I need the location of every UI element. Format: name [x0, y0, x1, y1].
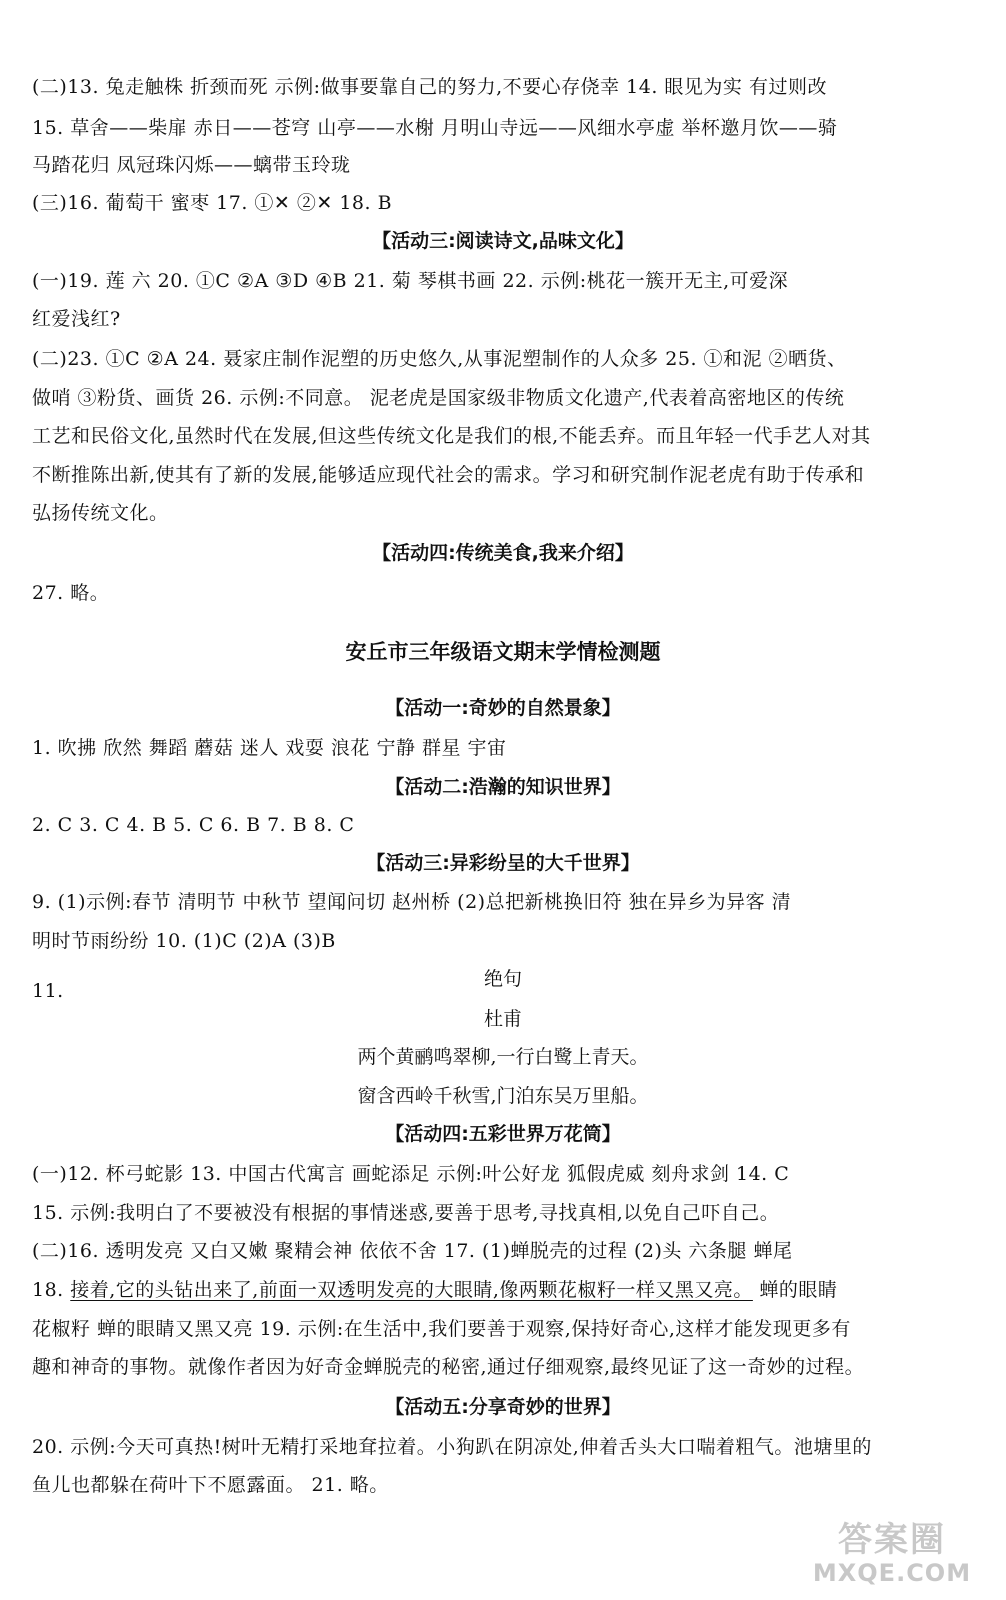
watermark-url: MXQE.COM: [812, 1559, 972, 1587]
answer-line: 27. 略。: [32, 582, 110, 604]
question-number: 18.: [32, 1279, 71, 1301]
answer-line: 1. 吹拂 欣然 舞蹈 蘑菇 迷人 戏耍 浪花 宁静 群星 宇宙: [32, 737, 507, 759]
answer-line: (二)23. ①C ②A 24. 聂家庄制作泥塑的历史悠久,从事泥塑制作的人众多 25. ①和泥 ②晒货、: [32, 348, 847, 370]
answer-line: 红爱浅红?: [32, 308, 121, 330]
answer-line: 明时节雨纷纷 10. (1)C (2)A (3)B: [32, 930, 336, 952]
answer-line: (二)16. 透明发亮 又白又嫩 聚精会神 依依不舍 17. (1)蝉脱壳的过程 (2)头 六条腿 蝉尾: [32, 1240, 793, 1262]
answer-line: 花椒籽 蝉的眼睛又黑又亮 19. 示例:在生活中,我们要善于观察,保持好奇心,这样才能发现更多有: [32, 1318, 851, 1340]
answer-line: (三)16. 葡萄干 蜜枣 17. ①✕ ②✕ 18. B: [32, 192, 393, 214]
answer-line: 2. C 3. C 4. B 5. C 6. B 7. B 8. C: [32, 814, 355, 836]
answer-line: (一)19. 莲 六 20. ①C ②A ③D ④B 21. 菊 琴棋书画 22. 示例:桃花一簇开无主,可爱深: [32, 270, 789, 292]
answer-line: (二)13. 兔走触株 折颈而死 示例:做事要靠自己的努力,不要心存侥幸 14. 眼见为实 有过则改: [32, 76, 827, 98]
section-heading: 【活动二:浩瀚的知识世界】: [385, 776, 621, 798]
answer-line: 20. 示例:今天可真热!树叶无精打采地耷拉着。小狗趴在阴凉处,伸着舌头大口喘着粗气。池塘里的: [32, 1436, 872, 1458]
poem-author: 杜甫: [483, 1008, 522, 1030]
poem-title: 绝句: [483, 968, 522, 990]
answer-line: 做哨 ③粉货、画货 26. 示例:不同意。 泥老虎是国家级非物质文化遗产,代表着高密地区的传统: [32, 387, 845, 409]
answer-line: 不断推陈出新,使其有了新的发展,能够适应现代社会的需求。学习和研究制作泥老虎有助于传承和: [32, 464, 865, 486]
section-heading: 【活动四:传统美食,我来介绍】: [372, 542, 634, 564]
answer-fragment: 蝉的眼睛: [752, 1279, 838, 1301]
answer-line: 9. (1)示例:春节 清明节 中秋节 望闻问切 赵州桥 (2)总把新桃换旧符 独在异乡为异客 清: [32, 891, 792, 913]
underlined-sentence: 接着,它的头钻出来了,前面一双透明发亮的大眼睛,像两颗花椒籽一样又黑又亮。: [70, 1279, 753, 1301]
poem-line: 两个黄鹂鸣翠柳,一行白鹭上青天。: [357, 1046, 649, 1068]
answer-line: [32, 1275, 974, 1305]
watermark: [792, 1520, 992, 1590]
answer-line: 马踏花归 凤冠珠闪烁——螭带玉玲珑: [32, 154, 351, 176]
section-heading: 【活动五:分享奇妙的世界】: [385, 1396, 621, 1418]
watermark-logo: 答案圈: [838, 1520, 946, 1560]
answer-line: 工艺和民俗文化,虽然时代在发展,但这些传统文化是我们的根,不能丢弃。而且年轻一代手艺人对其: [32, 425, 871, 447]
answer-line: (一)12. 杯弓蛇影 13. 中国古代寓言 画蛇添足 示例:叶公好龙 狐假虎威 刻舟求剑 14. C: [32, 1163, 790, 1185]
answer-line: 11.: [32, 980, 64, 1002]
exam-title: 安丘市三年级语文期末学情检测题: [345, 640, 661, 664]
answer-line: 15. 草舍——柴扉 赤日——苍穹 山亭——水榭 月明山寺远——风细水亭虚 举杯邀月饮——骑: [32, 117, 838, 139]
section-heading: 【活动三:阅读诗文,品味文化】: [372, 230, 634, 252]
section-heading: 【活动三:异彩纷呈的大千世界】: [366, 852, 640, 874]
section-heading: 【活动一:奇妙的自然景象】: [385, 697, 621, 719]
answer-line: 15. 示例:我明白了不要被没有根据的事情迷惑,要善于思考,寻找真相,以免自己吓自己。: [32, 1202, 780, 1224]
answer-line: 鱼儿也都躲在荷叶下不愿露面。 21. 略。: [32, 1474, 389, 1496]
poem-line: 窗含西岭千秋雪,门泊东吴万里船。: [357, 1085, 649, 1107]
answer-line: 趣和神奇的事物。就像作者因为好奇金蝉脱壳的秘密,通过仔细观察,最终见证了这一奇妙的过程。: [32, 1356, 865, 1378]
answer-line: 弘扬传统文化。: [32, 502, 169, 524]
section-heading: 【活动四:五彩世界万花筒】: [385, 1123, 621, 1145]
